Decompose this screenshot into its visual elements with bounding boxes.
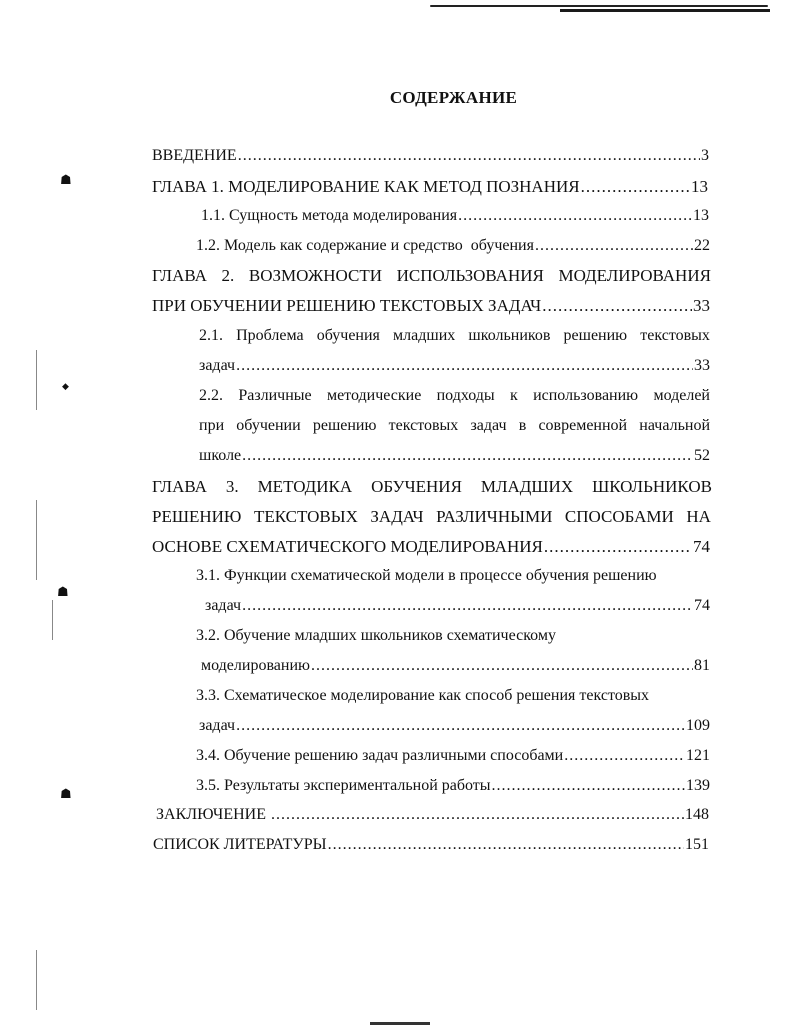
toc-entry-section-2-2-line-2 xyxy=(199,417,710,439)
toc-entry-text: 3.4. Обучение решению задач различными способами xyxy=(196,747,564,764)
toc-page-number: 33 xyxy=(694,357,710,374)
toc-word: начальной xyxy=(639,417,710,434)
toc-word: школьников xyxy=(468,327,551,344)
toc-entry-section-2-1-line-1 xyxy=(199,327,710,349)
toc-entry-text: задач xyxy=(199,717,236,734)
toc-word: Различные xyxy=(238,387,312,404)
toc-entry-text: школе xyxy=(199,447,242,464)
toc-word: к xyxy=(509,387,518,404)
toc-page-number: 139 xyxy=(686,777,710,794)
toc-entry-section-3-2-line-2 xyxy=(201,657,710,679)
toc-word: методические xyxy=(326,387,422,404)
toc-word: младших xyxy=(393,327,456,344)
toc-page-number: 13 xyxy=(691,177,708,196)
toc-word: современной xyxy=(538,417,628,434)
toc-word: ТЕКСТОВЫХ xyxy=(253,507,358,526)
toc-word: при xyxy=(199,417,225,434)
toc-word: текстовых xyxy=(388,417,459,434)
toc-entry-text: 3.2. Обучение младших школьников схематическому xyxy=(196,627,556,644)
binder-hole-mark: ☗ xyxy=(60,173,72,188)
scan-artifact-bottom-line xyxy=(370,1022,430,1025)
toc-entry-section-3-4 xyxy=(196,747,710,769)
toc-entry-section-3-1-line-1 xyxy=(196,567,708,589)
toc-word: ГЛАВА xyxy=(152,477,207,496)
toc-word: СПОСОБАМИ xyxy=(564,507,674,526)
toc-word: использованию xyxy=(533,387,639,404)
binder-hole-mark: ☗ xyxy=(60,787,72,802)
toc-entry-text: СПИСОК ЛИТЕРАТУРЫ xyxy=(153,836,327,853)
toc-leader-dots xyxy=(581,177,690,197)
toc-leader-dots xyxy=(564,747,685,765)
toc-leader-dots xyxy=(492,777,685,795)
toc-page-number: 74 xyxy=(693,537,710,556)
toc-word: ОБУЧЕНИЯ xyxy=(371,477,462,496)
scan-artifact-top-line-thick xyxy=(560,9,770,12)
toc-page-number: 121 xyxy=(686,747,710,764)
toc-entry-text: ПРИ ОБУЧЕНИИ РЕШЕНИЮ ТЕКСТОВЫХ ЗАДАЧ xyxy=(152,296,542,315)
toc-entry-chapter-2-line-2 xyxy=(152,296,710,318)
binder-hole-mark: ◆ xyxy=(62,382,69,392)
toc-entry-section-3-5 xyxy=(196,777,710,799)
scan-artifact-left-edge xyxy=(52,600,53,640)
toc-page-number: 81 xyxy=(694,657,710,674)
toc-entry-text: ЗАКЛЮЧЕНИЕ xyxy=(156,806,270,823)
toc-entry-conclusion xyxy=(156,806,709,828)
toc-leader-dots xyxy=(458,207,692,225)
toc-word: моделей xyxy=(653,387,710,404)
toc-word: текстовых xyxy=(640,327,710,344)
toc-leader-dots xyxy=(544,537,692,557)
binder-hole-mark: ☗ xyxy=(57,585,69,600)
toc-entry-text: 3.1. Функции схематической модели в процессе обучения решению xyxy=(196,567,657,584)
toc-word: РЕШЕНИЮ xyxy=(152,507,242,526)
toc-entry-section-2-1-line-2 xyxy=(199,357,710,379)
toc-entry-chapter-3-line-2 xyxy=(152,507,711,529)
toc-entry-section-3-3-line-1 xyxy=(196,687,708,709)
toc-leader-dots xyxy=(542,296,692,316)
toc-entry-section-3-3-line-2 xyxy=(199,717,710,739)
toc-leader-dots xyxy=(242,597,693,615)
toc-leader-dots xyxy=(238,147,700,165)
toc-word: Проблема xyxy=(236,327,304,344)
toc-entry-section-1-2 xyxy=(196,237,710,259)
toc-entry-intro xyxy=(152,147,709,169)
toc-entry-text: задач xyxy=(205,597,242,614)
toc-leader-dots xyxy=(236,717,685,735)
toc-entry-text: 1.1. Сущность метода моделирования xyxy=(201,207,458,224)
toc-word: РАЗЛИЧНЫМИ xyxy=(436,507,553,526)
toc-word: 2.1. xyxy=(199,327,223,344)
toc-word: ВОЗМОЖНОСТИ xyxy=(248,266,383,285)
toc-entry-text: задач xyxy=(199,357,236,374)
toc-page-number: 33 xyxy=(693,296,710,315)
toc-entry-text: ВВЕДЕНИЕ xyxy=(152,147,237,164)
toc-entry-text: 1.2. Модель как содержание и средство обучения xyxy=(196,237,534,254)
toc-word: обучении xyxy=(236,417,301,434)
toc-entry-text: моделированию xyxy=(201,657,310,674)
toc-leader-dots xyxy=(242,447,693,465)
toc-word: НА xyxy=(686,507,711,526)
scan-artifact-left-edge xyxy=(36,500,37,580)
toc-word: ЗАДАЧ xyxy=(370,507,424,526)
scan-artifact-left-edge xyxy=(36,950,37,1010)
toc-leader-dots xyxy=(535,237,693,255)
scan-artifact-top-line xyxy=(430,5,768,7)
toc-word: МЕТОДИКА xyxy=(257,477,353,496)
toc-page-number: 151 xyxy=(685,836,709,853)
toc-entry-text: ОСНОВЕ СХЕМАТИЧЕСКОГО МОДЕЛИРОВАНИЯ xyxy=(152,537,543,556)
toc-leader-dots xyxy=(311,657,693,675)
toc-word: 2. xyxy=(221,266,235,285)
toc-entry-section-2-2-line-1 xyxy=(199,387,710,409)
toc-entry-section-2-2-line-3 xyxy=(199,447,710,469)
toc-entry-chapter-2-line-1 xyxy=(152,266,711,288)
toc-word: МЛАДШИХ xyxy=(480,477,574,496)
toc-page-number: 52 xyxy=(694,447,710,464)
toc-word: ШКОЛЬНИКОВ xyxy=(592,477,712,496)
toc-entry-chapter-3-line-1 xyxy=(152,477,712,499)
toc-leader-dots xyxy=(328,836,684,854)
toc-entry-chapter-3-line-3 xyxy=(152,537,710,559)
toc-word: решению xyxy=(312,417,377,434)
toc-word: ГЛАВА xyxy=(152,266,207,285)
toc-word: ИСПОЛЬЗОВАНИЯ xyxy=(396,266,544,285)
toc-page-number: 148 xyxy=(685,806,709,823)
scan-artifact-left-edge xyxy=(36,350,37,410)
toc-leader-dots xyxy=(271,806,684,824)
toc-page-number: 22 xyxy=(694,237,710,254)
page-title: СОДЕРЖАНИЕ xyxy=(389,88,518,107)
toc-word: подходы xyxy=(436,387,495,404)
toc-entry-references xyxy=(153,836,709,858)
toc-word: обучения xyxy=(316,327,380,344)
toc-word: задач xyxy=(470,417,507,434)
toc-word: 2.2. xyxy=(199,387,223,404)
toc-entry-text: 3.5. Результаты экспериментальной работы xyxy=(196,777,491,794)
toc-page-number: 74 xyxy=(694,597,710,614)
toc-entry-chapter-1 xyxy=(152,177,708,199)
toc-page-number: 13 xyxy=(693,207,709,224)
toc-leader-dots xyxy=(236,357,693,375)
toc-word: в xyxy=(518,417,527,434)
toc-entry-section-3-2-line-1 xyxy=(196,627,708,649)
toc-entry-text: ГЛАВА 1. МОДЕЛИРОВАНИЕ КАК МЕТОД ПОЗНАНИЯ xyxy=(152,177,580,196)
toc-page-number: 109 xyxy=(686,717,710,734)
toc-word: 3. xyxy=(225,477,239,496)
toc-entry-section-1-1 xyxy=(201,207,709,229)
toc-entry-section-3-1-line-2 xyxy=(205,597,710,619)
toc-word: решению xyxy=(563,327,628,344)
toc-page-number: 3 xyxy=(701,147,709,164)
toc-entry-text: 3.3. Схематическое моделирование как способ решения текстовых xyxy=(196,687,650,704)
toc-word: МОДЕЛИРОВАНИЯ xyxy=(558,266,711,285)
